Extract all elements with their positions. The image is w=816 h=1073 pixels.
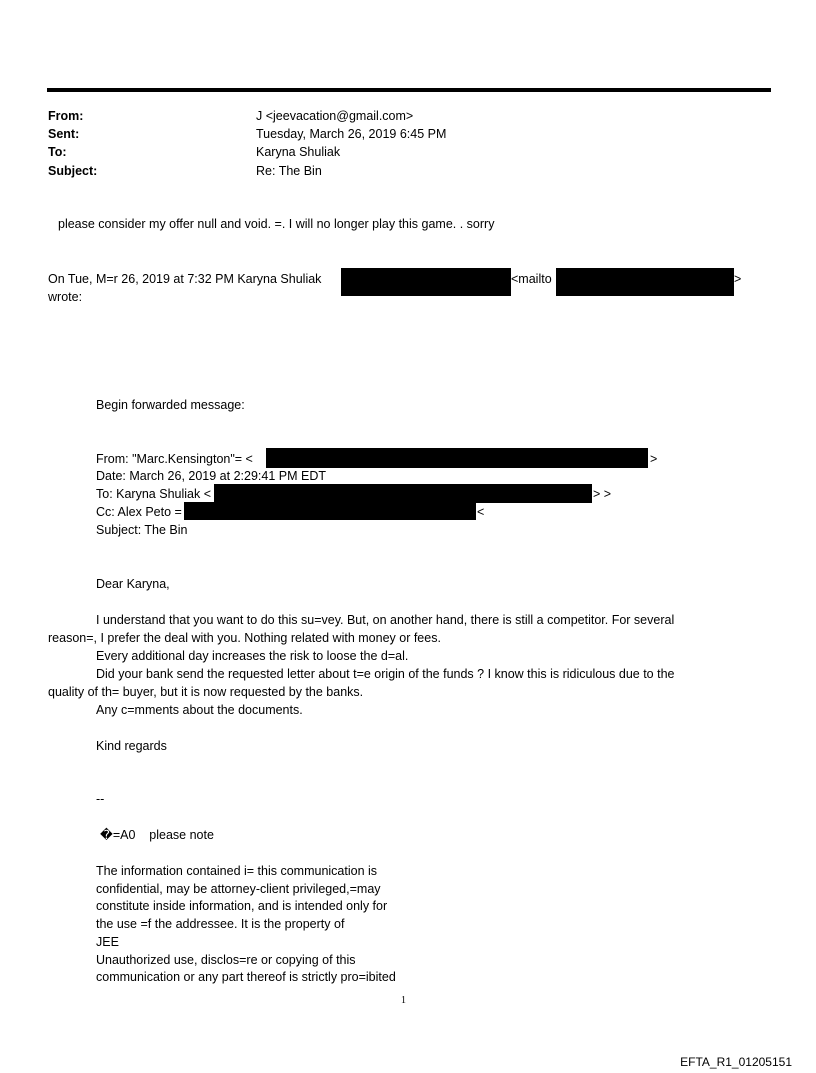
subject-label: Subject: (48, 164, 98, 178)
paragraph-3-line-2: quality of th= buyer, but it is now requested by the banks. (48, 685, 364, 699)
redaction-box (184, 502, 476, 520)
closing: Kind regards (96, 739, 167, 753)
fwd-from-end: > (650, 452, 658, 466)
redaction-box (341, 268, 511, 296)
please-note: �=A0 please note (100, 828, 214, 842)
disclaimer-line: JEE (96, 935, 119, 949)
redaction-box (556, 268, 734, 296)
greeting: Dear Karyna, (96, 577, 170, 591)
quote-wrote: wrote: (48, 290, 83, 304)
fwd-cc-end: < (477, 505, 485, 519)
fwd-to: To: Karyna Shuliak < (96, 487, 211, 501)
fwd-subject: Subject: The Bin (96, 523, 188, 537)
begin-forwarded: Begin forwarded message: (96, 398, 245, 412)
redaction-box (266, 448, 648, 468)
signature-separator: -- (96, 792, 105, 806)
reply-text: please consider my offer null and void. =. I will no longer play this game. . sorry (58, 217, 495, 231)
disclaimer-line: confidential, may be attorney-client privileged,=may (96, 882, 381, 896)
quote-end: > (734, 272, 742, 286)
quote-mailto: <mailto (511, 272, 552, 286)
disclaimer-line: the use =f the addressee. It is the property of (96, 917, 345, 931)
header-rule (47, 88, 771, 92)
disclaimer-line: Unauthorized use, disclos=re or copying of this (96, 953, 356, 967)
disclaimer-line: constitute inside information, and is intended only for (96, 899, 388, 913)
to-label: To: (48, 145, 67, 159)
subject-value: Re: The Bin (256, 164, 322, 178)
to-value: Karyna Shuliak (256, 145, 341, 159)
page-number: 1 (401, 995, 406, 1006)
sent-value: Tuesday, March 26, 2019 6:45 PM (256, 127, 447, 141)
from-value: J <jeevacation@gmail.com> (256, 109, 414, 123)
document-id: EFTA_R1_01205151 (680, 1055, 792, 1069)
fwd-date: Date: March 26, 2019 at 2:29:41 PM EDT (96, 469, 326, 483)
paragraph-1-line-2: reason=, I prefer the deal with you. Nothing related with money or fees. (48, 631, 441, 645)
paragraph-3-line-1: Did your bank send the requested letter about t=e origin of the funds ? I know this is ridiculous due to the (96, 667, 675, 681)
paragraph-4: Any c=mments about the documents. (96, 703, 303, 717)
paragraph-2: Every additional day increases the risk to loose the d=al. (96, 649, 409, 663)
sent-label: Sent: (48, 127, 80, 141)
fwd-from: From: "Marc.Kensington"= < (96, 452, 253, 466)
disclaimer-line: communication or any part thereof is strictly pro=ibited (96, 970, 396, 984)
from-label: From: (48, 109, 84, 123)
disclaimer-line: The information contained i= this communication is (96, 864, 378, 878)
fwd-cc: Cc: Alex Peto = (96, 505, 182, 519)
quote-attribution: On Tue, M=r 26, 2019 at 7:32 PM Karyna Shuliak (48, 272, 322, 286)
redaction-box (214, 484, 592, 503)
paragraph-1-line-1: I understand that you want to do this su=vey. But, on another hand, there is still a competitor. For several (96, 613, 675, 627)
fwd-to-end: > > (593, 487, 612, 501)
